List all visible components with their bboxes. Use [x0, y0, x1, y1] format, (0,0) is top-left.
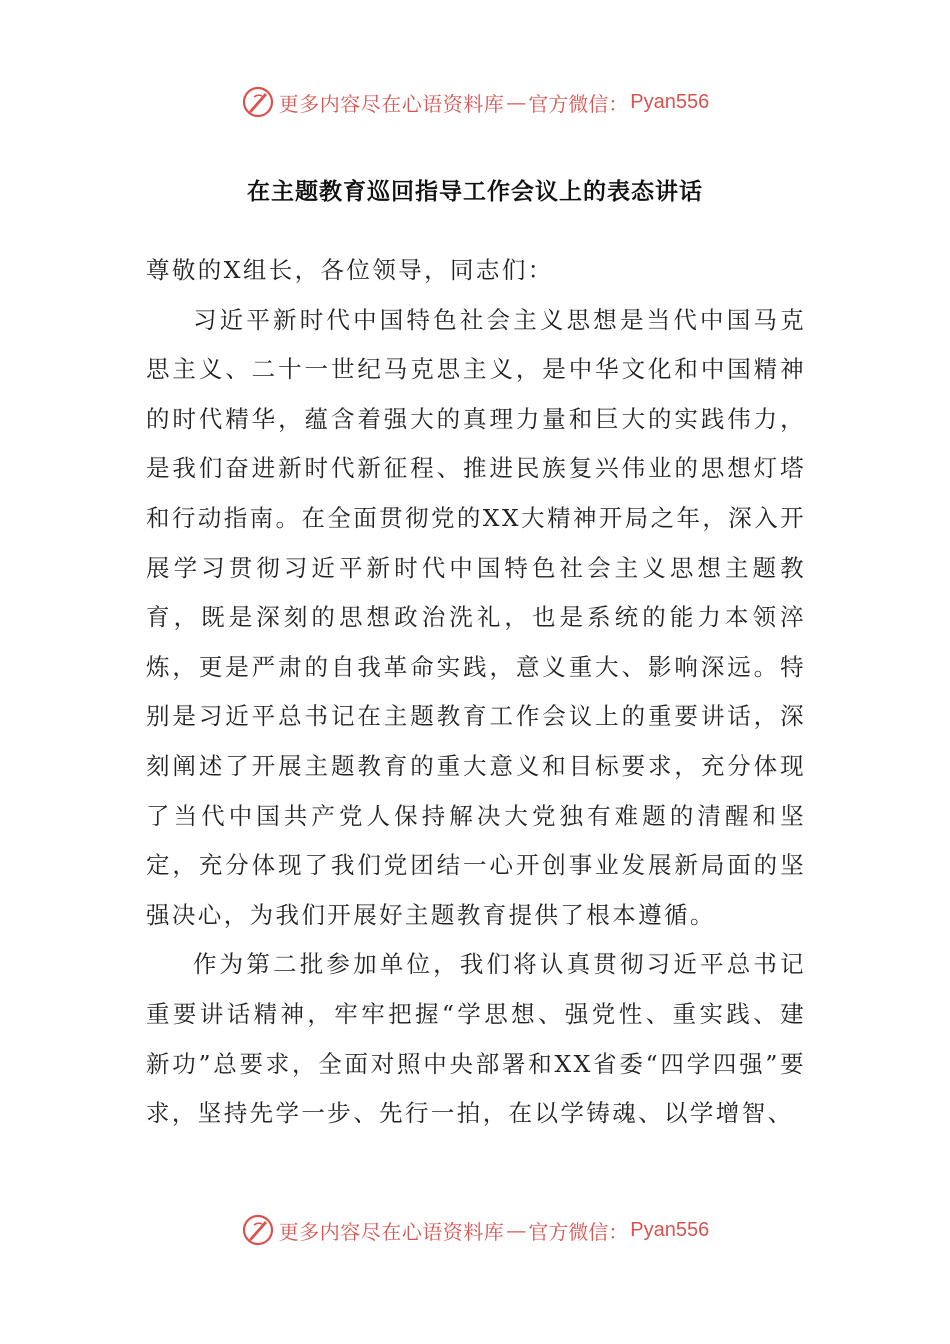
banner-wechat-label: 官方微信： — [528, 1219, 629, 1244]
quill-pen-logo-icon — [241, 85, 275, 119]
paragraph-1: 习近平新时代中国特色社会主义思想是当代中国马克思主义、二十一世纪马克思主义，是中华文化和中国精神的时代精华，蕴含着强大的真理力量和巨大的实践伟力，是我们奋进新时代新征程、推进民族复兴伟业的思想灯塔和行动指南。在全面贯彻党的XX大精神开局之年，深入开展学习贯彻习近平新时代中国特色社会主义思想主题教育，既是深刻的思想政治洗礼，也是系统的能力本领淬炼，更是严肃的自我革命实践，意义重大、影响深远。特别是习近平总书记在主题教育工作会议上的重要讲话，深刻阐述了开展主题教育的重大意义和目标要求，充分体现了当代中国共产党人保持解决大党独有难题的清醒和坚定，充分体现了我们党团结一心开创事业发展新局面的坚强决心，为我们开展好主题教育提供了根本遵循。 — [146, 305, 806, 929]
banner-separator: — — [506, 90, 527, 114]
footer-banner — [0, 1210, 950, 1250]
document-title: 在主题教育巡回指导工作会议上的表态讲话 — [247, 179, 703, 205]
banner-main-text: 更多内容尽在心语资料库 — [278, 1219, 505, 1244]
salutation: 尊敬的X组长，各位领导，同志们： — [146, 256, 554, 284]
banner-wechat-id: Pyan556 — [630, 90, 710, 113]
banner-wechat-label: 官方微信： — [528, 91, 629, 116]
header-banner — [0, 82, 950, 122]
banner-wechat-id: Pyan556 — [630, 1218, 710, 1241]
quill-pen-logo-icon — [241, 1213, 275, 1247]
document-body — [146, 246, 806, 1139]
banner-separator: — — [506, 1218, 527, 1242]
banner-main-text: 更多内容尽在心语资料库 — [278, 91, 505, 116]
paragraph-2: 作为第二批参加单位，我们将认真贯彻习近平总书记重要讲话精神，牢牢把握“学思想、强党性、重实践、建新功”总要求，全面对照中央部署和XX省委“四学四强”要求，坚持先学一步、先行一拍，在以学铸魂、以学增智、 — [146, 950, 806, 1128]
